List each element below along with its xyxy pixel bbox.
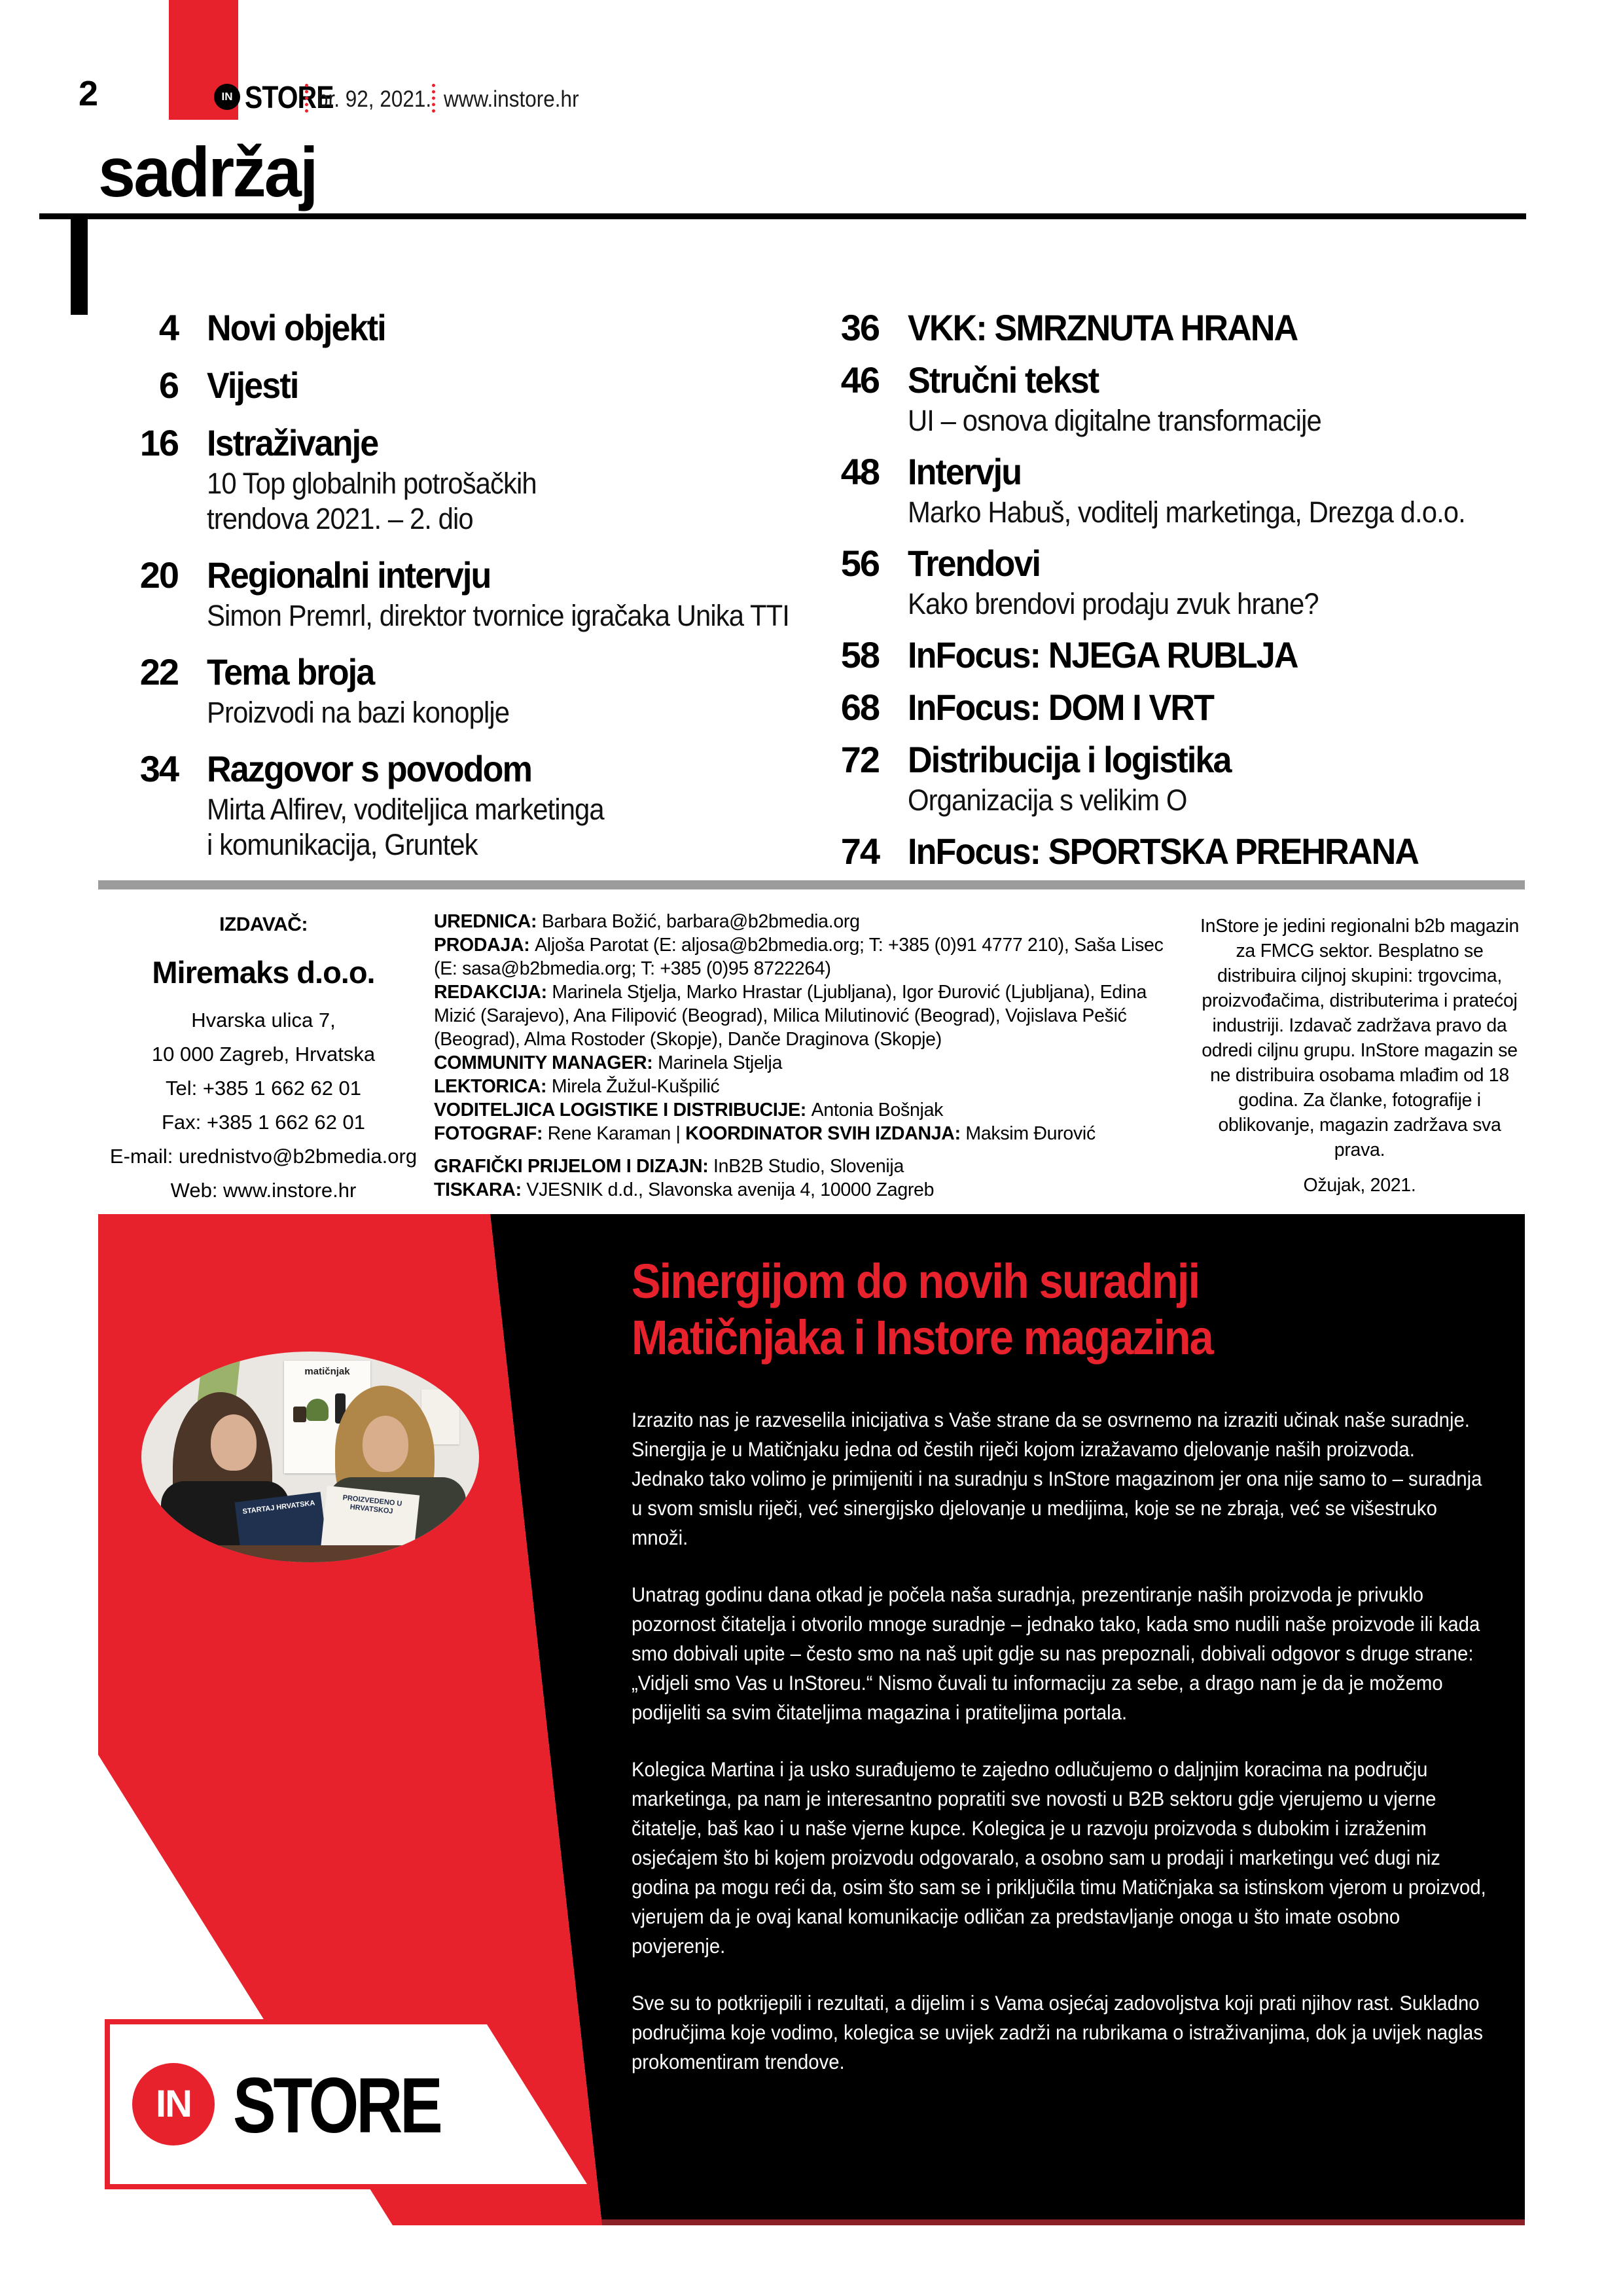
- toc-entry: [817, 689, 1533, 726]
- masthead-entry: TISKARA: VJESNIK d.d., Slavonska avenija 4, 10000 Zagreb: [434, 1179, 935, 1200]
- feature-heading: [632, 1253, 1277, 1366]
- toc-entry: [93, 556, 790, 634]
- toc-title: Trendovi: [908, 543, 1041, 584]
- toc-entry: [817, 636, 1533, 674]
- toc-title: VKK: SMRZNUTA HRANA: [908, 307, 1298, 348]
- margin-tick: [71, 219, 88, 315]
- toc-entry: [817, 741, 1533, 818]
- feature-paragraph: Kolegica Martina i ja usko surađujemo te zajedno odlučujemo o daljnjim koracima na području marketinga, pa nam je interesantno popratiti sve novosti u B2B sektoru gdje vjerujemo u vjerne čitatelje, baš kao i u naše vjerne kupce. Kolegica je u razvoju proizvoda s dubokim i izraženim osjećajem što bi kojem proizvodu odgovaralo, a osobno sam u prodaji i marketingu već dugi niz godina pa mogu reći da, osim što sam se i priključila timu Matičnjaka sa istinskom vjerom u proizvod, vjerujem da je ovaj kanal komunikacije odličan za predstavljanje onoga u što imate osobno povjerenje.: [632, 1757, 1486, 1958]
- poster-jar-graphic: [293, 1407, 306, 1422]
- feature-paragraph: Izrazito nas je razveselila inicijativa s Vaše strane da se osvrnemo na izraziti učinak naše suradnje. Sinergija je u Matičnjaku jedna od čestih riječi kojom izražavamo djelovanje naših proizvoda. Jednako tako volimo je primijeniti i na suradnju s InStore magazinom jer ona nije samo to – suradnja u svom smislu riječi, već sinergijsko djelovanje u medijima, koje se ne zbraja, već se višestruko množi.: [632, 1408, 1482, 1549]
- toc-page-number: 46: [840, 359, 879, 401]
- feature-paragraph: Unatrag godinu dana otkad je počela naša suradnja, prezentiranje naših proizvoda je privuklo pozornost čitatelja i otvorilo mnoge suradnje – jednako tako, kada smo nudili naše proizvode ili kada smo dobivali upite – često smo na naš upit gdje su nas prepoznali, dobivali odgovor s druge strane: „Vidjeli smo Vas u InStoreu.“ Nismo čuvali tu informaciju za sebe, a drago nam je da je možemo podijeliti sa svim čitateljima magazina i pratiteljima portala.: [632, 1583, 1480, 1724]
- masthead-entry: REDAKCIJA: Marinela Stjelja, Marko Hrastar (Ljubljana), Igor Đurović (Ljubljana), Edina Mizić (Sarajevo), Ana Filipović (Beograd), Milica Milutinović (Beograd), Vojislava Pešić (Beograd), Alma Rostoder (Skopje), Danče Draginova (Skopje): [434, 982, 1147, 1050]
- publisher-contact-lines: [98, 1003, 429, 1208]
- toc-page-number: 56: [840, 543, 879, 584]
- toc-entry: [93, 750, 790, 863]
- poster-title: matičnjak: [304, 1366, 350, 1377]
- publisher-line: E-mail: urednistvo@b2bmedia.org: [109, 1145, 418, 1168]
- toc-subtitle: Mirta Alfirev, voditeljica marketinga: [207, 793, 604, 826]
- feature-heading-line1: Sinergijom do novih suradnji: [632, 1254, 1200, 1308]
- website-url: www.instore.hr: [444, 86, 579, 112]
- toc-subtitle: Organizacija s velikim O: [908, 783, 1187, 817]
- toc-page-number: 20: [139, 554, 178, 596]
- toc-title: Vijesti: [207, 365, 298, 406]
- toc-title: Distribucija i logistika: [908, 739, 1231, 780]
- magazine-proizvedeno-u-hrvatskoj: PROIZVEDENO U HRVATSKOJ: [320, 1486, 420, 1562]
- wooden-table: [141, 1545, 479, 1562]
- publisher-line: 10 000 Zagreb, Hrvatska: [151, 1043, 376, 1066]
- bottom-red-line: [490, 2219, 1525, 2225]
- masthead-entry: COMMUNITY MANAGER: Marinela Stjelja: [434, 1052, 783, 1073]
- toc-subtitle: i komunikacija, Gruntek: [207, 828, 478, 861]
- toc-subtitle: trendova 2021. – 2. dio: [207, 502, 473, 535]
- toc-subtitle: UI – osnova digitalne transformacije: [908, 404, 1321, 437]
- publisher-label: IZDAVAČ:: [219, 914, 308, 935]
- toc-page-number: 6: [158, 365, 178, 406]
- magazine-startaj-hrvatska: STARTAJ HRVATSKA: [235, 1492, 329, 1562]
- feature-advert-box: [98, 1214, 1525, 2225]
- toc-page-number: 36: [840, 307, 879, 348]
- toc-subtitle: Marko Habuš, voditelj marketinga, Drezga d.o.o.: [908, 495, 1465, 529]
- toc-subtitle: Kako brendovi prodaju zvuk hrane?: [908, 587, 1319, 620]
- masthead-entry: LEKTORICA: Mirela Žužul-Kušpilić: [434, 1076, 720, 1097]
- instore-logo-wordmark-large: STORE: [233, 2062, 440, 2149]
- section-divider-bar: [98, 880, 1525, 889]
- instore-in-logo-icon-large: IN: [132, 2063, 215, 2145]
- page-title: sadržaj: [98, 132, 317, 211]
- toc-entry: [93, 367, 790, 404]
- woman-right-face: [363, 1416, 408, 1472]
- toc-page-number: 68: [840, 687, 879, 728]
- toc-title: InFocus: DOM I VRT: [908, 687, 1214, 728]
- header-dotted-separator: [432, 84, 435, 113]
- toc-entry: [817, 361, 1533, 439]
- toc-entry: [817, 453, 1533, 530]
- publisher-name: Miremaks d.o.o.: [152, 955, 375, 990]
- masthead-entry: UREDNICA: Barbara Božić, barbara@b2bmedia.org: [434, 911, 860, 932]
- toc-entry: [817, 833, 1533, 870]
- toc-page-number: 48: [840, 451, 879, 492]
- toc-entry: [93, 653, 790, 730]
- toc-page-number: 74: [840, 831, 879, 872]
- masthead-block: [434, 910, 1190, 1202]
- toc-page-number: 58: [840, 634, 879, 675]
- toc-page-number: 22: [139, 651, 178, 692]
- toc-entry: [817, 309, 1533, 347]
- toc-page-number: 72: [840, 739, 879, 780]
- toc-title: Stručni tekst: [908, 359, 1099, 401]
- toc-title: InFocus: NJEGA RUBLJA: [908, 634, 1298, 675]
- toc-entry: [93, 309, 790, 347]
- feature-paragraph: Sve su to potkrijepili i rezultati, a dijelim i s Vama osjećaj zadovoljstva koji prati njihov rast. Sukladno područjima koje vodimo, kolegica se uvijek zadrži na rubrikama o istraživanjima, dok ja uvijek naglas prokomentiram trendove.: [632, 1991, 1483, 2073]
- feature-body-text: [632, 1405, 1491, 2104]
- toc-column-right: [817, 309, 1533, 870]
- toc-title: Razgovor s povodom: [207, 748, 532, 789]
- toc-title: Istraživanje: [207, 422, 378, 463]
- publisher-block: [98, 914, 429, 1208]
- toc-title: InFocus: SPORTSKA PREHRANA: [908, 831, 1419, 872]
- instore-logo-wordmark: STORE: [245, 81, 334, 115]
- woman-left-face: [211, 1414, 257, 1471]
- header-dotted-separator: [305, 84, 308, 113]
- title-rule: [39, 213, 1526, 219]
- masthead-entry: PRODAJA: Aljoša Parotat (E: aljosa@b2bmedia.org; T: +385 (0)91 4777 210), Saša Lisec (E: sasa@b2bmedia.org; T: +385 (0)95 8722264): [434, 935, 1164, 979]
- toc-column-left: [93, 309, 790, 863]
- photo-two-women-reading-magazine: [141, 1352, 479, 1562]
- publisher-line: Fax: +385 1 662 62 01: [161, 1111, 366, 1134]
- masthead-entry: GRAFIČKI PRIJELOM I DIZAJN: InB2B Studio, Slovenija: [434, 1156, 904, 1177]
- publisher-line: Tel: +385 1 662 62 01: [165, 1077, 362, 1100]
- toc-page-number: 34: [139, 748, 178, 789]
- toc-subtitle: 10 Top globalnih potrošačkih: [207, 467, 537, 500]
- page-number: 2: [79, 74, 98, 113]
- publisher-line: Web: www.instore.hr: [170, 1179, 357, 1202]
- about-text: InStore je jedini regionalni b2b magazin za FMCG sektor. Besplatno se distribuira ciljnoj skupini: trgovcima, proizvođačima, distributerima i pratećoj industriji. Izdavač zadržava pravo da odredi ciljnu grupu. InStore magazin se ne distribuira osobama mlađim od 18 godina. Za članke, fotografije i oblikovanje, magazin zadržava sva prava.: [1200, 916, 1520, 1160]
- feature-heading-line2: Matičnjaka i Instore magazina: [632, 1310, 1213, 1365]
- toc-title: Tema broja: [207, 651, 374, 692]
- toc-title: Intervju: [908, 451, 1022, 492]
- issue-number: br. 92, 2021.: [317, 86, 432, 112]
- publisher-line: Hvarska ulica 7,: [191, 1009, 336, 1031]
- toc-subtitle: Proizvodi na bazi konoplje: [207, 696, 510, 729]
- masthead-entry: VODITELJICA LOGISTIKE I DISTRIBUCIJE: Antonia Bošnjak: [434, 1100, 944, 1121]
- toc-title: Novi objekti: [207, 307, 385, 348]
- toc-title: Regionalni intervju: [207, 554, 491, 596]
- issue-date: Ožujak, 2021.: [1303, 1175, 1416, 1196]
- toc-page-number: 4: [158, 307, 178, 348]
- about-block: [1194, 914, 1525, 1198]
- instore-in-logo-icon: IN: [214, 84, 240, 110]
- toc-entry: [817, 545, 1533, 622]
- masthead-entry: FOTOGRAF: Rene Karaman | KOORDINATOR SVIH IZDANJA: Maksim Đurović: [434, 1123, 1096, 1144]
- toc-subtitle: Simon Premrl, direktor tvornice igračaka Unika TTI: [207, 599, 790, 632]
- toc-page-number: 16: [139, 422, 178, 463]
- poster-plant-graphic: [306, 1399, 329, 1421]
- toc-entry: [93, 424, 790, 537]
